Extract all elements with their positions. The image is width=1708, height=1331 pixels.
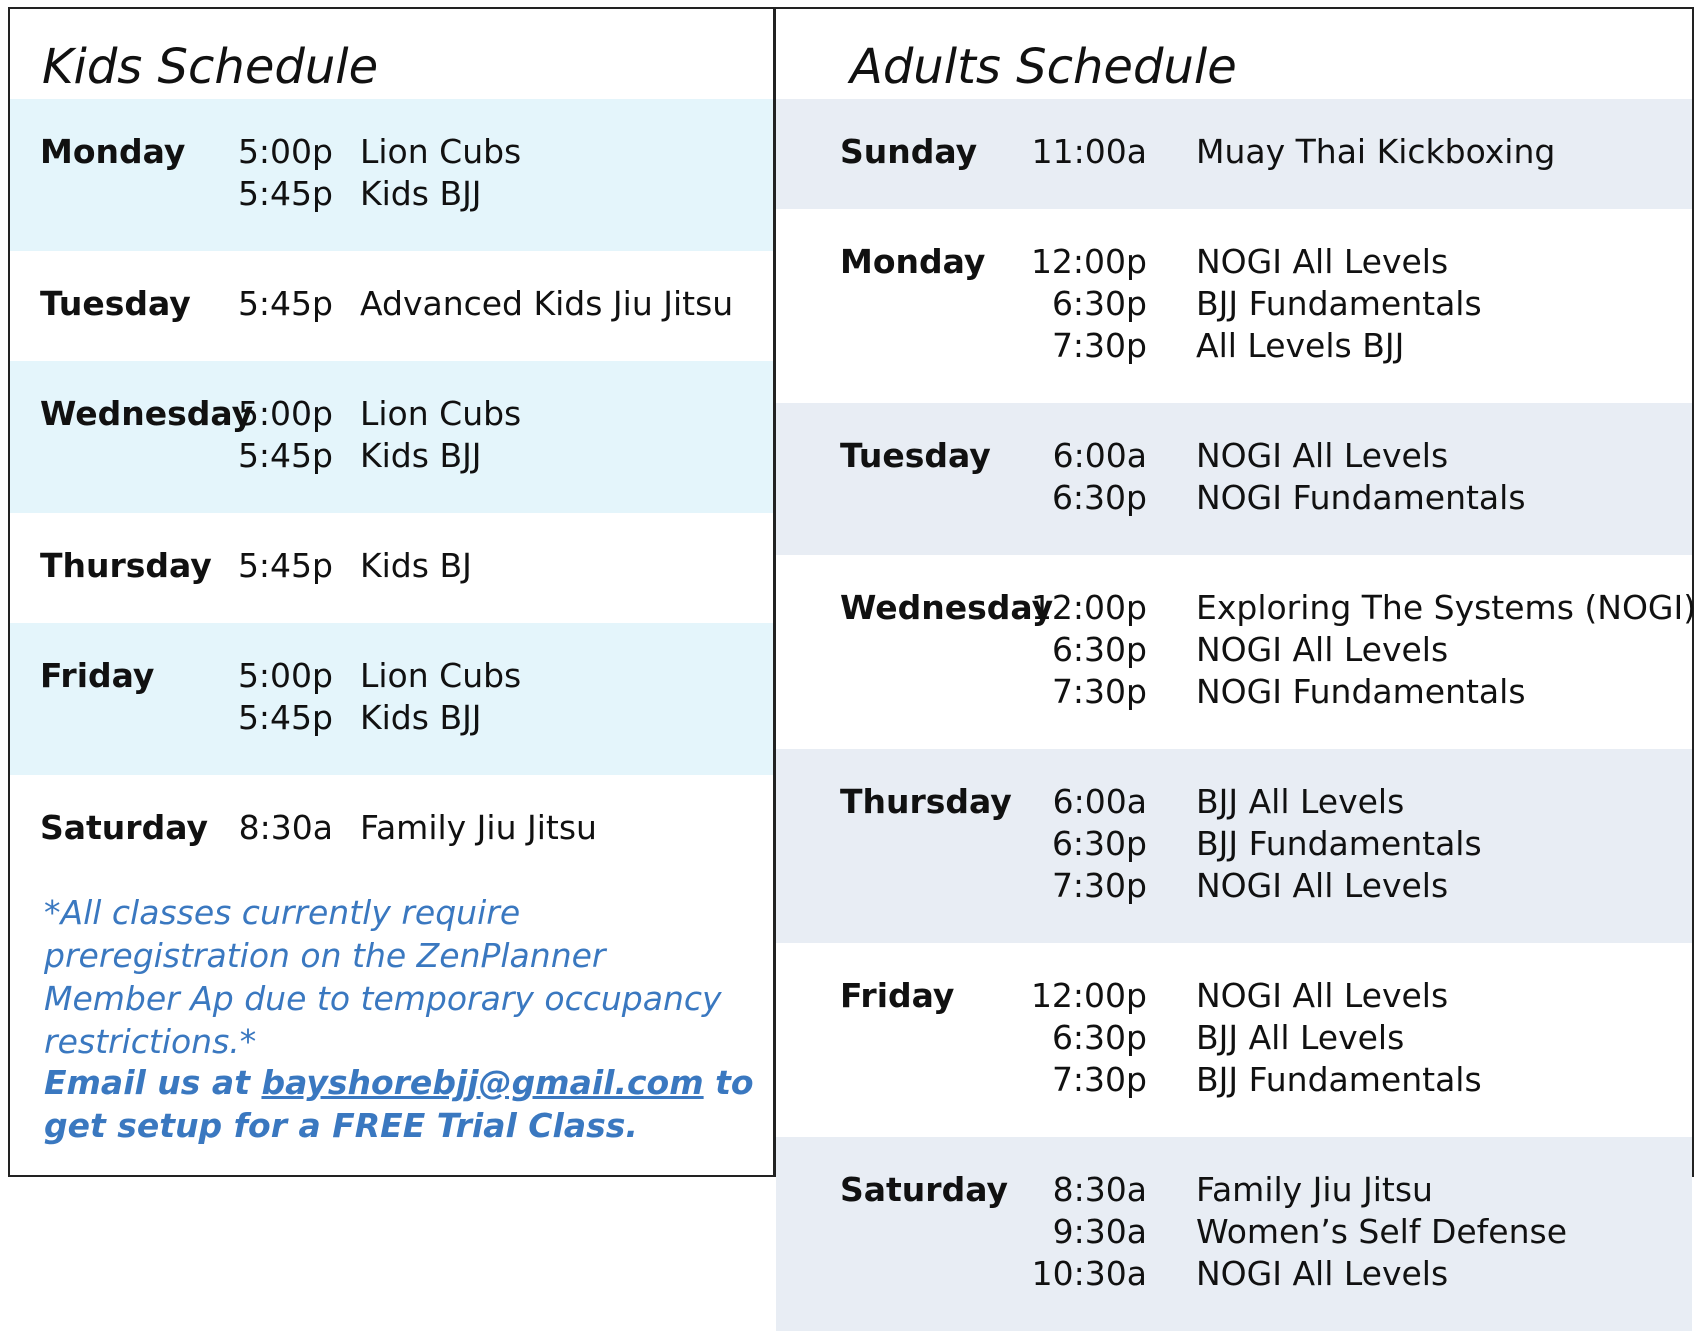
kids-row-thursday — [10, 513, 773, 623]
day-label: Sunday — [840, 132, 978, 171]
email-suffix: to get setup for a FREE Trial Class. — [44, 1063, 754, 1145]
day-label: Tuesday — [40, 284, 191, 323]
class-time: 5:45p — [237, 436, 333, 475]
class-time: 7:30p — [1051, 1060, 1147, 1099]
adults-row-monday — [776, 209, 1692, 403]
class-name: NOGI Fundamentals — [1196, 672, 1526, 711]
class-name: NOGI All Levels — [1196, 630, 1449, 669]
class-entry — [776, 241, 1692, 283]
class-time: 12:00p — [1030, 588, 1147, 627]
class-name: All Levels BJJ — [1196, 326, 1405, 365]
class-time: 9:30a — [1052, 1212, 1147, 1251]
class-name: NOGI All Levels — [1196, 1254, 1449, 1293]
trial-class-cta — [44, 1061, 764, 1147]
class-entry — [10, 283, 773, 325]
class-name: BJJ All Levels — [1196, 782, 1405, 821]
class-entry — [776, 1253, 1692, 1295]
kids-row-tuesday — [10, 251, 773, 361]
day-label: Thursday — [40, 546, 212, 585]
class-entries — [776, 781, 1692, 907]
class-entry — [10, 807, 773, 849]
class-entries — [776, 241, 1692, 367]
class-name: Family Jiu Jitsu — [360, 808, 597, 847]
class-entry — [776, 1059, 1692, 1101]
adults-schedule-title: Adults Schedule — [850, 39, 1237, 95]
class-entry — [776, 823, 1692, 865]
adults-row-thursday — [776, 749, 1692, 943]
adults-row-wednesday — [776, 555, 1697, 749]
adults-row-saturday — [776, 1137, 1692, 1331]
class-entry — [776, 865, 1692, 907]
class-name: Kids BJ — [360, 546, 472, 585]
class-time: 7:30p — [1051, 326, 1147, 365]
class-entries — [10, 283, 773, 325]
adults-schedule-panel — [776, 9, 1697, 1293]
class-name: Lion Cubs — [360, 132, 522, 171]
class-name: BJJ All Levels — [1196, 1018, 1405, 1057]
class-entry — [776, 671, 1692, 713]
day-label: Saturday — [840, 1170, 1008, 1209]
day-label: Wednesday — [840, 588, 1054, 627]
class-time: 5:00p — [237, 132, 333, 171]
class-name: Kids BJJ — [360, 698, 482, 737]
email-link[interactable]: bayshorebjj@gmail.com — [261, 1063, 704, 1102]
adults-row-friday — [776, 943, 1692, 1137]
day-label: Friday — [40, 656, 155, 695]
class-time: 6:30p — [1051, 824, 1147, 863]
class-entry — [776, 131, 1692, 173]
class-entry — [776, 1211, 1692, 1253]
class-entry — [10, 173, 773, 215]
class-entry — [776, 477, 1692, 519]
class-entries — [10, 655, 773, 739]
class-entry — [10, 131, 773, 173]
email-prefix: Email us at — [44, 1063, 262, 1102]
class-name: NOGI All Levels — [1196, 866, 1449, 905]
class-time: 12:00p — [1030, 242, 1147, 281]
adults-row-tuesday — [776, 403, 1692, 555]
class-time: 12:00p — [1030, 976, 1147, 1015]
kids-schedule-panel — [10, 9, 773, 1175]
day-label: Monday — [840, 242, 986, 281]
adults-row-sunday — [776, 99, 1692, 209]
class-entry — [10, 697, 773, 739]
class-name: BJJ Fundamentals — [1196, 824, 1482, 863]
class-entry — [776, 587, 1697, 629]
class-entry — [10, 655, 773, 697]
class-entry — [776, 325, 1692, 367]
class-entries — [10, 393, 773, 477]
class-time: 6:30p — [1051, 630, 1147, 669]
class-name: Kids BJJ — [360, 436, 482, 475]
day-label: Monday — [40, 132, 186, 171]
class-time: 5:45p — [237, 546, 333, 585]
kids-row-wednesday — [10, 361, 773, 513]
class-time: 5:00p — [237, 394, 333, 433]
class-entries — [776, 131, 1692, 173]
class-name: Kids BJJ — [360, 174, 482, 213]
class-entry — [776, 1169, 1692, 1211]
class-name: NOGI Fundamentals — [1196, 478, 1526, 517]
class-time: 10:30a — [1031, 1254, 1147, 1293]
day-label: Thursday — [840, 782, 1012, 821]
class-entry — [10, 545, 773, 587]
class-name: Exploring The Systems (NOGI) — [1196, 588, 1697, 627]
class-time: 8:30a — [238, 808, 333, 847]
kids-row-monday — [10, 99, 773, 251]
class-time: 6:30p — [1051, 284, 1147, 323]
kids-row-saturday — [10, 775, 773, 885]
class-time: 5:00p — [237, 656, 333, 695]
kids-schedule-title: Kids Schedule — [42, 39, 379, 95]
class-entries — [776, 587, 1697, 713]
class-entries — [776, 435, 1692, 519]
class-entries — [10, 807, 773, 849]
day-label: Saturday — [40, 808, 208, 847]
class-entries — [10, 131, 773, 215]
class-name: Women’s Self Defense — [1196, 1212, 1567, 1251]
class-name: NOGI All Levels — [1196, 436, 1449, 475]
class-entry — [776, 1017, 1692, 1059]
class-time: 11:00a — [1031, 132, 1147, 171]
class-time: 5:45p — [237, 284, 333, 323]
class-entry — [776, 781, 1692, 823]
class-name: Family Jiu Jitsu — [1196, 1170, 1433, 1209]
class-time: 5:45p — [237, 698, 333, 737]
class-entry — [776, 975, 1692, 1017]
class-name: Advanced Kids Jiu Jitsu — [360, 284, 734, 323]
class-name: NOGI All Levels — [1196, 976, 1449, 1015]
class-entries — [10, 545, 773, 587]
class-entry — [10, 393, 773, 435]
day-label: Wednesday — [40, 394, 254, 433]
class-entry — [10, 435, 773, 477]
class-name: Muay Thai Kickboxing — [1196, 132, 1556, 171]
class-name: BJJ Fundamentals — [1196, 1060, 1482, 1099]
class-time: 5:45p — [237, 174, 333, 213]
class-name: Lion Cubs — [360, 394, 522, 433]
class-time: 6:30p — [1051, 1018, 1147, 1057]
class-entry — [776, 283, 1692, 325]
day-label: Friday — [840, 976, 955, 1015]
preregistration-note: *All classes currently require preregistration on the ZenPlanner Member Ap due to temporary occupancy restrictions.* — [44, 893, 722, 1061]
class-time: 7:30p — [1051, 672, 1147, 711]
class-entry — [776, 435, 1692, 477]
class-time: 6:30p — [1051, 478, 1147, 517]
class-name: Lion Cubs — [360, 656, 522, 695]
day-label: Tuesday — [840, 436, 991, 475]
class-entry — [776, 629, 1692, 671]
kids-row-friday — [10, 623, 773, 775]
class-name: BJJ Fundamentals — [1196, 284, 1482, 323]
class-time: 7:30p — [1051, 866, 1147, 905]
class-time: 8:30a — [1052, 1170, 1147, 1209]
class-time: 6:00a — [1052, 436, 1147, 475]
class-name: NOGI All Levels — [1196, 242, 1449, 281]
class-time: 6:00a — [1052, 782, 1147, 821]
class-entries — [776, 975, 1692, 1101]
